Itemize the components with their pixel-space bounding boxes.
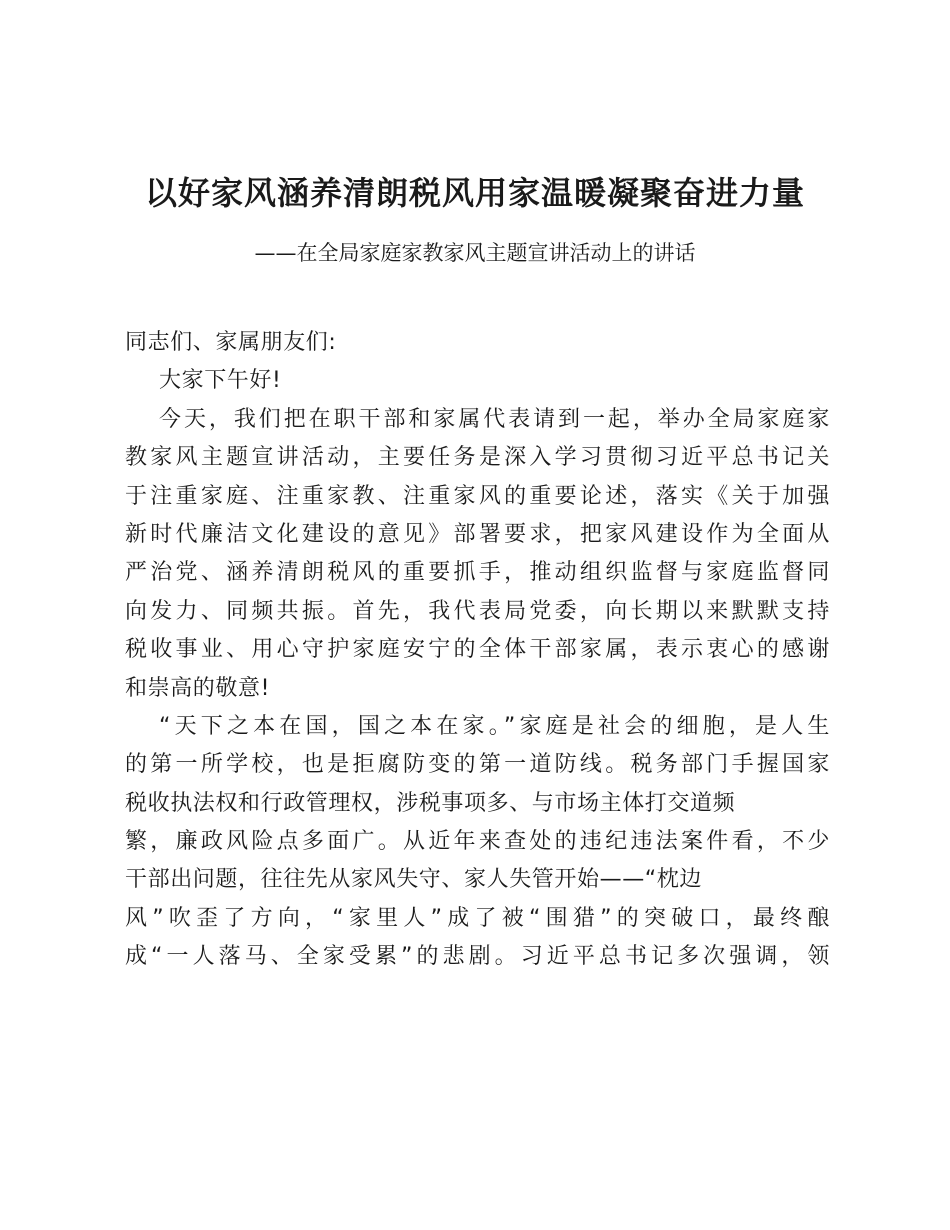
paragraph-line: 繁，廉政风险点多面广。从近年来查处的违纪违法案件看，不少 — [125, 829, 830, 855]
paragraph-line: 的第一所学校，也是拒腐防变的第一道防线。税务部门手握国家 — [125, 752, 830, 778]
paragraph-line: 于注重家庭、注重家教、注重家风的重要论述，落实《关于加强 — [125, 483, 830, 509]
paragraph-line: 新时代廉洁文化建设的意见》部署要求，把家风建设作为全面从 — [125, 521, 830, 547]
salutation-line: 同志们、家属朋友们: — [125, 330, 337, 355]
paragraph-line: 向发力、同频共振。首先，我代表局党委，向长期以来默默支持 — [125, 598, 830, 624]
paragraph-line: 和崇高的敬意! — [125, 675, 271, 701]
greeting-line: 大家下午好! — [159, 368, 282, 394]
document-title: 以好家风涵养清朗税风用家温暖凝聚奋进力量 — [144, 174, 805, 212]
paragraph-line: 今天，我们把在职干部和家属代表请到一起，举办全局家庭家 — [159, 406, 830, 432]
paragraph-line: 税收事业、用心守护家庭安宁的全体干部家属，表示衷心的感谢 — [125, 637, 830, 663]
paragraph-line: 风”吹歪了方向，“家里人”成了被“围猎”的突破口，最终酿 — [125, 905, 830, 931]
document-subtitle: ——在全局家庭家教家风主题宣讲活动上的讲话 — [254, 241, 696, 265]
paragraph-line: 严治党、涵养清朗税风的重要抓手，推动组织监督与家庭监督同 — [125, 560, 830, 586]
paragraph-line: 税收执法权和行政管理权，涉税事项多、与市场主体打交道频 — [125, 790, 736, 816]
paragraph-line: “天下之本在国，国之本在家。”家庭是社会的细胞，是人生 — [159, 713, 830, 739]
document-body — [125, 324, 830, 977]
paragraph-line: 干部出问题，往往先从家风失守、家人失管开始——“枕边 — [125, 867, 702, 893]
paragraph-line: 教家风主题宣讲活动，主要任务是深入学习贯彻习近平总书记关 — [125, 445, 830, 471]
paragraph-line: 成“一人落马、全家受累”的悲剧。习近平总书记多次强调，领 — [125, 944, 830, 970]
